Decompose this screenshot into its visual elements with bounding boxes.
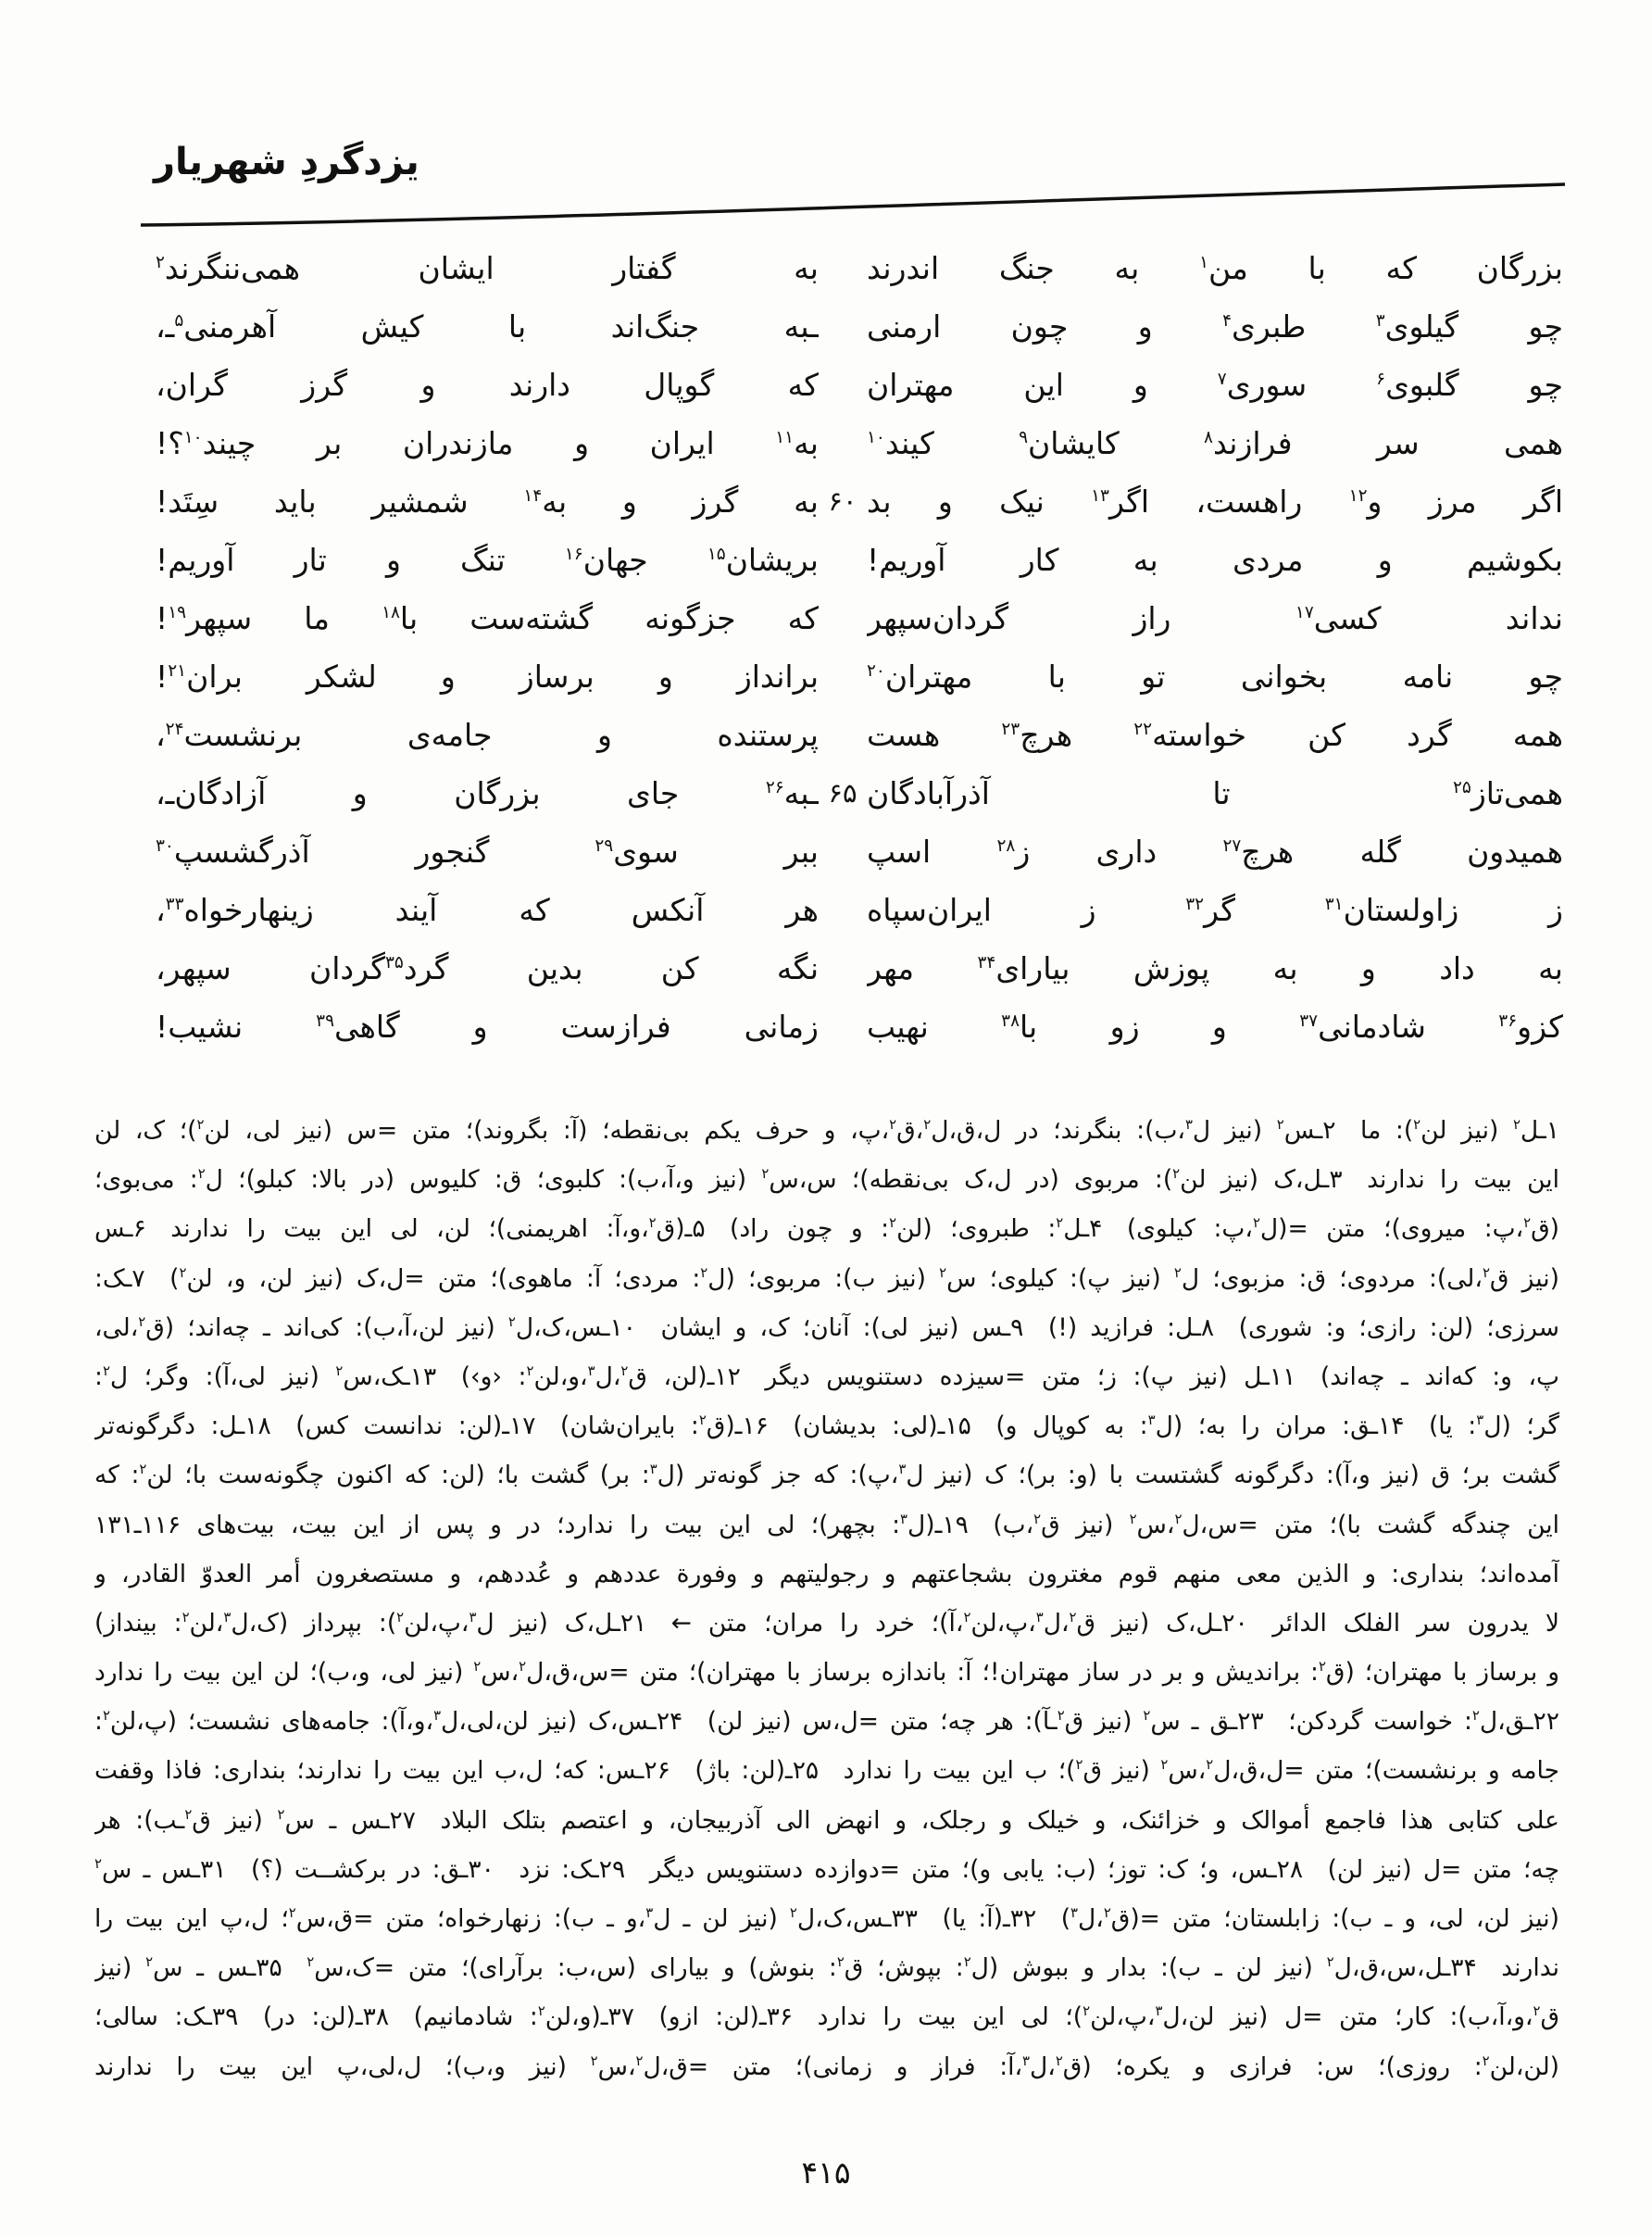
hemistich-first: همه گرد کن خواسته$^{۲۲}$ هرچ$^{۲۳}$ هست (867, 717, 1563, 753)
footnote-marker: ۲ (1276, 1117, 1284, 1134)
verse-number (819, 939, 867, 998)
running-head-title: یزدگردِ شهریار (154, 141, 419, 183)
footnote-marker: ۳۹ (316, 1011, 335, 1031)
verse-number (819, 239, 867, 297)
verse-number (819, 881, 867, 939)
hemistich-second: ـبه$^{۲۶}$ جای بزرگان و آزادگان‌ـ، (156, 775, 819, 811)
footnote-marker: ۲ (277, 1806, 285, 1823)
apparatus-line: (لن،لن$^۲$: روزی)؛ س: فرازی و یکره؛ (ق$^۲$،ل$^۳$،آ: فراز و زمانی)؛ متن =ق،ل$^۲$،س$^۲$ (نیز و،ب)؛ ل،لی،پ این بیت را ندارند (94, 2052, 1559, 2081)
apparatus-line: ۱ـل$^۲$ (نیز لن$^۲$): ما ۲ـس$^۲$ (نیز ل$^۳$،ب): بنگرند؛ در ل،ق،ل$^۲$،ق$^۲$،پ، و حرف یکم بی‌نقطه؛ (آ: بگروند)؛ متن =س (نیز لی، لن$^۲$)؛ ک، لن (94, 1116, 1559, 1145)
apparatus-line: چه؛ متن =ل (نیز لن) ۲۸ـس، و؛ ک: توز؛ (ب: یابی و)؛ متن =دوازده دستنویس دیگر ۲۹ـک: نزد ۳۰ـق: در برکشــت (؟) ۳۱ـس ـ س$^۲$ (94, 1854, 1559, 1884)
apparatus-line: این بیت را ندارند ۳ـل،ک (نیز لن$^۲$): مربوی (در ل،ک بی‌نقطه)؛ س،س$^۲$ (نیز و،آ،ب): کلبوی؛ ق: کلیوس (در بالا: کبلو)؛ ل$^۲$: می‌بوی؛ (94, 1165, 1559, 1195)
footnote-marker: ۱۷ (1295, 603, 1314, 622)
hemistich-first: کزو$^{۳۶}$ شادمانی$^{۳۷}$ و زو با$^{۳۸}$ نهیب (867, 1009, 1563, 1045)
verse-row (156, 706, 1563, 764)
footnote-marker: ۲۱ (168, 661, 187, 681)
verse-number (819, 531, 867, 589)
hemistich-first: چو نامه بخوانی تو با مهتران$^{۲۰}$ (867, 659, 1563, 695)
footnote-marker: ۲ (889, 1215, 897, 1232)
footnote-marker: ۳ (1035, 1610, 1044, 1626)
footnote-marker: ۶ (1376, 370, 1386, 389)
verse-number (819, 356, 867, 414)
hemistich-second: ببر سوی$^{۲۹}$ گنجور آذرگشسپ$^{۳۰}$ (156, 834, 819, 870)
footnote-marker: ۳ (587, 1363, 595, 1380)
footnote-marker: ۲۰ (867, 661, 885, 681)
footnote-marker: ۳۷ (1299, 1011, 1319, 1031)
footnote-marker: ۳۶ (1498, 1011, 1518, 1031)
footnote-marker: ۲ (184, 1806, 193, 1823)
footnote-marker: ۱۲ (1348, 486, 1368, 506)
footnote-marker: ۲۸ (996, 836, 1016, 856)
hemistich-first: اگر مرز و$^{۱۲}$ راهست، اگر$^{۱۳}$ نیک و بد (867, 483, 1563, 520)
footnote-marker: ۲ (307, 1954, 315, 1971)
hemistich-first: نداند کسی$^{۱۷}$ راز گردان‌سپهر (867, 600, 1563, 636)
footnote-marker: ۲ (789, 1905, 797, 1922)
footnote-marker: ۲ (923, 1117, 932, 1134)
footnote-marker: ۳۲ (1185, 895, 1205, 914)
hemistich-first: بکوشیم و مردی به کار آوریم! (867, 542, 1563, 578)
footnote-marker: ۱۵ (707, 545, 726, 564)
verse-number: ۶۵ (828, 777, 857, 809)
apparatus-line: (نیز لن، لی، و ـ ب): زابلستان؛ متن =(ق$^۲$،ل$^۳$) ۳۲ـ(آ: یا) ۳۳ـس،ک،ل$^۲$ (نیز لن ـ ل$^۳$،و ـ ب): زنهارخواه؛ متن =ق،س$^۲$؛ ل،پ این بیت را (94, 1904, 1559, 1933)
verse-row (156, 764, 1563, 822)
critical-apparatus (94, 1106, 1559, 2091)
footnote-marker: ۲ (196, 1117, 205, 1134)
hemistich-first: چو گلبوی$^۶$ سوری$^۷$ و این مهتران (867, 367, 1563, 403)
footnote-marker: ۲ (197, 1166, 206, 1183)
footnote-marker: ۲ (1523, 1215, 1532, 1232)
footnote-marker: ۳ (645, 1905, 654, 1922)
footnote-marker: ۳ (900, 1511, 907, 1527)
footnote-marker: ۲ (1174, 1511, 1183, 1527)
hemistich-first: همی سر فرازند$^۸$ کایشان$^۹$ کیند$^{۱۰}$ (867, 425, 1563, 461)
footnote-marker: ۲ (138, 1313, 146, 1330)
footnote-marker: ۲ (145, 1954, 154, 1971)
footnote-marker: ۵ (174, 311, 184, 331)
apparatus-line: ۲۲ـق،ل$^۲$: خواست گردکن؛ ۲۳ـق ـ س$^۲$ (نیز ق$^۲$ـآ): هر چه؛ متن =ل،س (نیز لن) ۲۴ـس،ک (نیز لن،لی،ل$^۳$،و،آ): جامه‌های نشست؛ (پ،لن$^۲$: (94, 1707, 1559, 1737)
footnote-marker: ۲ (1129, 1511, 1137, 1527)
poem-columns (156, 239, 1563, 1056)
footnote-marker: ۱۸ (382, 603, 400, 622)
hemistich-second: به$^{۱۱}$ ایران و مازندران بر چیند$^{۱۰}$؟! (156, 425, 819, 461)
footnote-marker: ۲ (537, 2003, 545, 2020)
apparatus-line: این چندگه گشت با)؛ متن =س،ل$^۲$،س$^۲$ (نیز ق$^۲$،ب) ۱۹ـ(ل$^۳$: بچهر)؛ لی این بیت را ندارد؛ در و پس از این بیت، بیت‌های ۱۱۶ـ۱۳۱ (94, 1510, 1559, 1539)
footnote-marker: ۳ (469, 1610, 477, 1626)
footnote-marker: ۲ (590, 2052, 598, 2069)
footnote-marker: ۲ (1482, 1264, 1490, 1281)
footnote-marker: ۲ (139, 1462, 147, 1478)
footnote-marker: ۳ (1155, 2003, 1163, 2020)
footnote-marker: ۱۴ (523, 486, 543, 506)
footnote-marker: ۱۰ (867, 428, 885, 447)
hemistich-first: چو گیلوی$^۳$ طبری$^۴$ و چون ارمنی (867, 308, 1563, 345)
footnote-marker: ۲ (1056, 1215, 1064, 1232)
footnote-marker: ۲ (473, 1659, 482, 1676)
footnote-marker: ۳۴ (977, 953, 996, 973)
footnote-marker: ۳ (1476, 1412, 1484, 1429)
footnote-marker: ۲ (963, 1610, 971, 1626)
hemistich-first: همیدون گله هرچ$^{۲۷}$ داری ز$^{۲۸}$ اسپ (867, 834, 1563, 870)
footnote-marker: ۳ (223, 1610, 232, 1626)
footnote-marker: ۲۶ (765, 778, 784, 797)
verse-row (156, 939, 1563, 998)
footnote-marker: ۲ (648, 1215, 657, 1232)
footnote-marker: ۱ (1199, 253, 1209, 272)
apparatus-line: ق$^۲$،و،آ،ب): کار؛ متن =ل (نیز لن،ل$^۳$،پ،لن$^۲$)؛ لی این بیت را ندارد ۳۶ـ(لن: ازو) ۳۷ـ(و،لن$^۲$: شادمانیم) ۳۸ـ(لن: در) ۳۹ـک: سالی؛ (94, 2002, 1559, 2032)
footnote-marker: ۱۱ (775, 428, 795, 447)
hemistich-second: پرستنده و جامه‌ی برنشست$^{۲۴}$، (156, 717, 819, 753)
footnote-marker: ۲۳ (1001, 720, 1020, 739)
footnote-marker: ۲۲ (1133, 720, 1153, 739)
verse-row (156, 998, 1563, 1056)
footnote-marker: ۳۵ (384, 953, 404, 973)
verse-number (819, 297, 867, 356)
footnote-marker: ۲ (635, 2052, 644, 2069)
verse-row (156, 822, 1563, 881)
footnote-marker: ۱۰ (183, 428, 203, 447)
footnote-marker: ۳ (1184, 1117, 1193, 1134)
footnote-marker: ۲ (102, 1708, 110, 1725)
footnote-marker: ۲ (519, 1659, 527, 1676)
verse-row (156, 589, 1563, 647)
footnote-marker: ۲ (1069, 1610, 1077, 1626)
hemistich-second: برانداز و برساز و لشکر بران$^{۲۱}$! (156, 659, 819, 695)
footnote-marker: ۱۶ (564, 545, 583, 564)
footnote-marker: ۱۳ (1091, 486, 1109, 506)
verse-number (819, 706, 867, 764)
footnote-marker: ۳ (433, 1708, 442, 1725)
hemistich-second: زمانی فرازست و گاهی$^{۳۹}$ نشیب! (156, 1009, 819, 1045)
footnote-marker: ۲ (1512, 1117, 1521, 1134)
footnote-marker: ۲ (1075, 1757, 1083, 1774)
apparatus-line: گشت بر؛ ق (نیز و،آ): دگرگونه گشتست با (و: بر)؛ ک (نیز ل$^۳$،پ): که جز گونه‌تر (ل$^۳$: بر) گشت با؛ (لن: که اکنون چگونه‌ست با؛ لن$^۲$: که (94, 1461, 1559, 1490)
footnote-marker: ۲۹ (594, 836, 614, 856)
footnote-marker: ۳ (1375, 311, 1385, 331)
footnote-marker: ۲ (761, 1166, 770, 1183)
header-rule-line (0, 0, 1652, 278)
footnote-marker: ۲ (698, 1412, 707, 1429)
verse-number: ۶۰ (828, 485, 857, 517)
page-number: ۴۱۵ (801, 2154, 851, 2190)
apparatus-line: جامه و برنشست)؛ متن =ل،ق،ل$^۲$،س$^۲$ (نیز ق$^۲$)؛ ب این بیت را ندارد ۲۵ـ(لن: باژ) ۲۶ـس: که؛ ل،ب این بیت را ندارند؛ بنداری: فاذا وقفت (94, 1756, 1559, 1786)
footnote-marker: ۴ (1222, 311, 1233, 331)
verse-row (156, 356, 1563, 414)
footnote-marker: ۲ (94, 1855, 102, 1872)
footnote-marker: ۲ (156, 253, 165, 272)
verse-row (156, 297, 1563, 356)
footnote-marker: ۲ (836, 1954, 845, 1971)
footnote-marker: ۳ (1070, 1905, 1078, 1922)
footnote-marker: ۲ (889, 1117, 897, 1134)
hemistich-second: که جزگونه گشته‌ست با$^{۱۸}$ ما سپهر$^{۱۹}$! (156, 600, 819, 636)
footnote-marker: ۲ (396, 1610, 405, 1626)
apparatus-line: (نیز ق$^۲$،لی): مردوی؛ ق: مزبوی؛ ل$^۲$ (نیز پ): کیلوی؛ س$^۲$ (نیز ب): مربوی؛ (ل$^۲$: مردی؛ آ: ماهوی)؛ متن =ل،ک (نیز لن، و، لن$^۲$) ۷ـک: (94, 1263, 1559, 1293)
apparatus-line: لا یدرون سر الفلک الدائر ۲۰ـل،ک (نیز ق$^۲$،ل$^۳$،پ،لن$^۲$،آ)؛ خرد را مران؛ متن ← ۲۱ـل،ک (نیز ل$^۳$،پ،لن$^۲$): بپرداز (ک،ل$^۳$،لن$^۲$: بینداز) (94, 1608, 1559, 1638)
verse-row (156, 414, 1563, 472)
hemistich-second: هر آنکس که آیند زینهارخواه$^{۳۳}$، (156, 892, 819, 928)
hemistich-second: به گرز و به$^{۱۴}$ شمشیر باید سِتَد! (156, 483, 819, 520)
hemistich-second: به گفتار ایشان همی‌ننگرند$^۲$ (156, 250, 819, 286)
footnote-marker: ۱۹ (168, 603, 187, 622)
footnote-marker: ۳ (898, 1462, 907, 1478)
footnote-marker: ۲ (939, 1264, 947, 1281)
footnote-marker: ۲ (1160, 1757, 1169, 1774)
footnote-marker: ۲ (288, 1905, 296, 1922)
footnote-marker: ۲ (1252, 1215, 1260, 1232)
footnote-marker: ۳۱ (1324, 895, 1344, 914)
footnote-marker: ۲ (179, 1264, 187, 1281)
footnote-marker: ۳ (649, 1462, 657, 1478)
apparatus-line: علی کتابی هذا فاجمع أموالک و خزائنک، و خیلک و رجلک، و انهض الی آذربیجان، و اعتصم بتلک البلاد ۲۷ـس ـ س$^۲$ (نیز ق$^۲$ـب): هر (94, 1805, 1559, 1835)
footnote-marker: ۸ (1204, 428, 1213, 447)
hemistich-first: ز زاولستان$^{۳۱}$ گر$^{۳۲}$ ز ایران‌سپاه (867, 892, 1563, 928)
footnote-marker: ۲ (507, 1313, 516, 1330)
apparatus-line: پ، و: که‌اند ـ چه‌اند) ۱۱ـل (نیز پ): ز؛ متن =سیزده دستنویس دیگر ۱۲ـ(لن، ق$^۲$،ل$^۳$،و،لن$^۲$: ‹و›) ۱۳ـک،س$^۲$ (نیز لی،آ): وگر؛ ل$^۲$: (94, 1362, 1559, 1391)
hemistich-first: همی‌تاز$^{۲۵}$ تا آذرآبادگان (867, 775, 1563, 811)
verse-number (819, 647, 867, 706)
footnote-marker: ۲ (1057, 1708, 1065, 1725)
footnote-marker: ۲ (1471, 1708, 1480, 1725)
apparatus-line: و برساز با مهتران؛ (ق$^۲$: براندیش و بر در ساز مهتران!؛ آ: باندازه برساز با مهتران)؛ متن =س،ق،ل$^۲$،س$^۲$ (نیز لی، و،ب)؛ لن این بیت را ندارد (94, 1658, 1559, 1688)
footnote-marker: ۲ (1173, 1264, 1182, 1281)
hemistich-second: بریشان$^{۱۵}$ جهان$^{۱۶}$ تنگ و تار آوریم! (156, 542, 819, 578)
apparatus-line: ندارند ۳۴ـل،س،ق،ل$^۲$ (نیز لن ـ ب): بدار و ببوش (ل$^۲$: بپوش؛ ق$^۲$: بنوش) و بیارای (س،ب: برآرای)؛ متن =ک،س$^۲$ ۳۵ـس ـ س$^۲$ (نیز (94, 1953, 1559, 1983)
footnote-marker: ۲ (1103, 1905, 1111, 1922)
hemistich-second: ـبه جنگ‌اند با کیش آهرمنی$^۵$‌ـ، (156, 308, 819, 345)
verse-row (156, 647, 1563, 706)
verse-number (819, 589, 867, 647)
footnote-marker: ۲ (1055, 2052, 1063, 2069)
footnote-marker: ۲۵ (1452, 778, 1471, 797)
hemistich-first: به داد و به پوزش بیارای$^{۳۴}$ مهر (867, 950, 1563, 986)
verse-row (156, 239, 1563, 297)
footnote-marker: ۲ (700, 1264, 708, 1281)
verse-row (156, 531, 1563, 589)
footnote-marker: ۲۷ (1222, 836, 1242, 856)
footnote-marker: ۲ (620, 1363, 629, 1380)
footnote-marker: ۲ (181, 1610, 190, 1626)
footnote-marker: ۳ (1147, 1412, 1156, 1429)
apparatus-line: سرزی؛ (لن: رازی؛ و: شوری) ۸ـل: فرازید (!) ۹ـس (نیز لی): آنان؛ ک، و ایشان ۱۰ـس،ک،ل$^۲$ (نیز لن،آ،ب): کی‌اند ـ چه‌اند؛ (ق$^۲$،لی، (94, 1312, 1559, 1342)
footnote-marker: ۷ (1217, 370, 1227, 389)
hemistich-second: نگه کن بدین گرد$^{۳۵}$گردان سپهر، (156, 950, 819, 986)
footnote-marker: ۲ (1326, 1954, 1334, 1971)
apparatus-line: (ق$^۲$،پ: میروی)؛ متن =(ل$^۲$،پ: کیلوی) ۴ـل$^۲$: طبروی؛ (لن$^۲$: و چون راد) ۵ـ(ق$^۲$،و،آ: اهریمنی)؛ لن، لی این بیت را ندارند ۶ـس (94, 1214, 1559, 1244)
verse-number (819, 998, 867, 1056)
footnote-marker: ۳ (1022, 2052, 1031, 2069)
footnote-marker: ۲ (1083, 2003, 1091, 2020)
footnote-marker: ۲ (1172, 1166, 1181, 1183)
footnote-marker: ۲ (335, 1363, 344, 1380)
footnote-marker: ۲ (1482, 2052, 1490, 2069)
footnote-marker: ۲ (963, 1954, 971, 1971)
footnote-marker: ۳۸ (1001, 1011, 1020, 1031)
footnote-marker: ۲ (102, 1363, 110, 1380)
footnote-marker: ۳۳ (165, 895, 184, 914)
footnote-marker: ۲ (1206, 1757, 1214, 1774)
footnote-marker: ۹ (1019, 428, 1029, 447)
verse-number (819, 414, 867, 472)
apparatus-line: آمده‌اند؛ بنداری: و الذین معی منهم قوم مغترون بشجاعتهم و رجولیتهم و وفورة عددهم و عُددهم، و مستصغرون أمر العدوّ القادر، و (94, 1559, 1559, 1588)
verse-row (156, 881, 1563, 939)
footnote-marker: ۲ (1318, 1659, 1326, 1676)
apparatus-line: گر؛ (ل$^۳$: یا) ۱۴ـق: مران را به؛ (ل$^۳$: به کوپال و) ۱۵ـ(لی: بدیشان) ۱۶ـ(ق$^۲$: بایران‌شان) ۱۷ـ(لن: ندانست کس) ۱۸ـل: دگرگونه‌تر (94, 1412, 1559, 1441)
footnote-marker: ۲ (1143, 1708, 1151, 1725)
hemistich-first: بزرگان که با من$^۱$ به جنگ اندرند (867, 250, 1563, 286)
footnote-marker: ۲ (526, 1363, 534, 1380)
footnote-marker: ۲ (1033, 1511, 1042, 1527)
hemistich-second: که گوپال دارند و گرز گران، (156, 367, 819, 403)
verse-row (156, 472, 1563, 531)
footnote-marker: ۳۰ (156, 836, 174, 856)
verse-number (819, 822, 867, 881)
footnote-marker: ۲ (1413, 1117, 1421, 1134)
footnote-marker: ۲۴ (165, 720, 184, 739)
footnote-marker: ۲ (1533, 2003, 1541, 2020)
